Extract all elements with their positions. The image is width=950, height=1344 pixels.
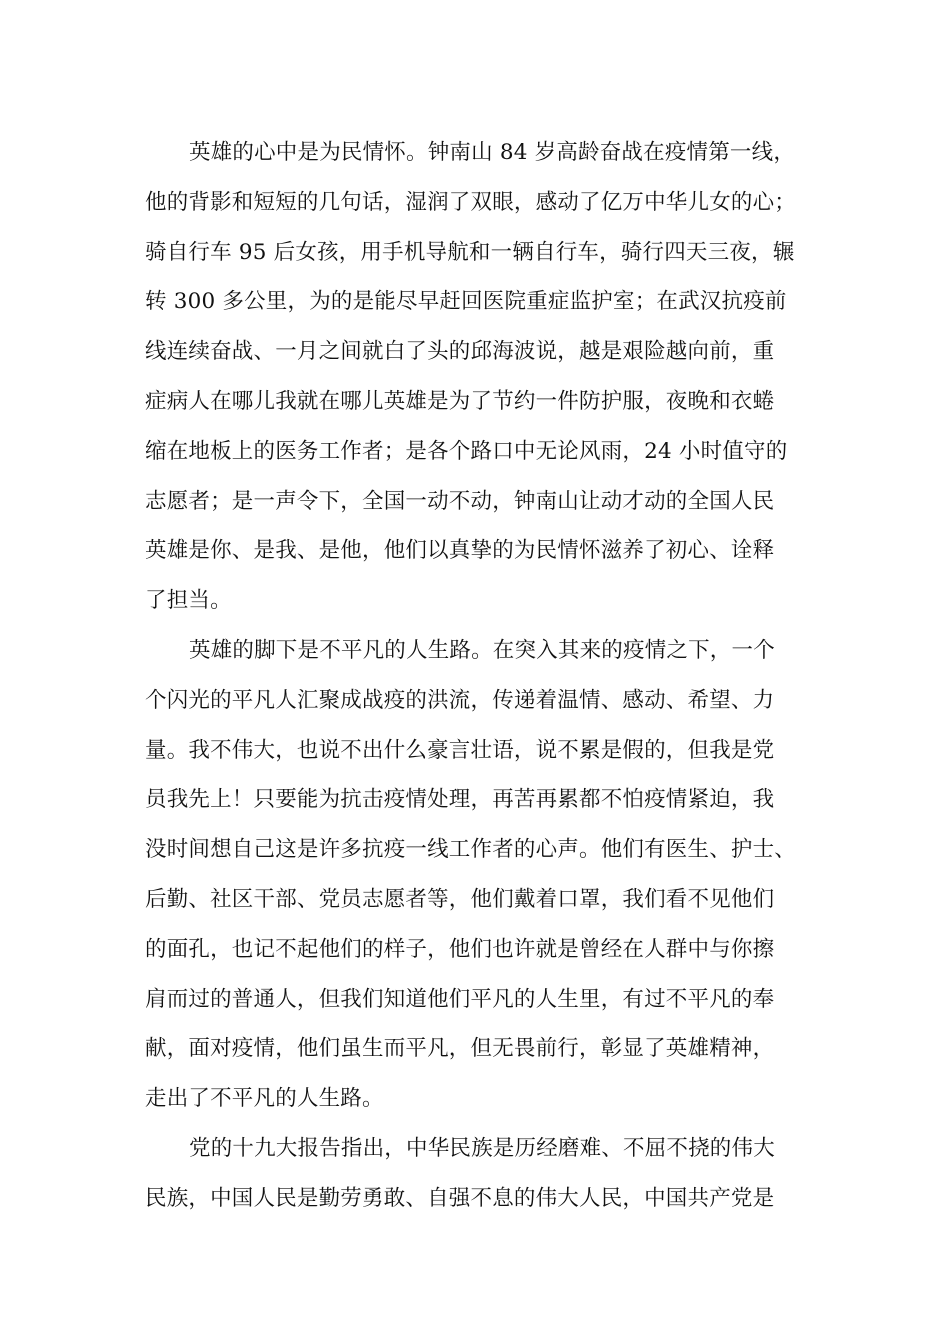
text-line: 个闪光的平凡人汇聚成战疫的洪流，传递着温情、感动、希望、力	[145, 687, 775, 713]
text-line: 骑自行车 95 后女孩，用手机导航和一辆自行车，骑行四天三夜，辗	[145, 239, 795, 265]
text-line: 英雄的脚下是不平凡的人生路。在突入其来的疫情之下，一个	[189, 637, 775, 663]
paragraph-heroic-heart	[145, 128, 811, 626]
text-line: 走出了不平凡的人生路。	[145, 1086, 384, 1112]
text-line: 了担当。	[145, 588, 232, 614]
text-line: 员我先上！只要能为抗击疫情处理，再苦再累都不怕疫情紧迫，我	[145, 787, 775, 813]
text-line: 志愿者；是一声令下，全国一动不动，钟南山让动才动的全国人民	[145, 488, 775, 514]
text-line: 转 300 多公里，为的是能尽早赶回医院重症监护室；在武汉抗疫前	[145, 289, 787, 315]
text-line: 症病人在哪儿我就在哪儿英雄是为了节约一件防护服，夜晚和衣蜷	[145, 388, 775, 414]
text-line: 民族，中国人民是勤劳勇敢、自强不息的伟大人民，中国共产党是	[145, 1185, 775, 1211]
text-line: 后勤、社区干部、党员志愿者等，他们戴着口罩，我们看不见他们	[145, 886, 775, 912]
text-line: 的面孔，也记不起他们的样子，他们也许就是曾经在人群中与你擦	[145, 936, 775, 962]
text-line: 他的背影和短短的几句话，湿润了双眼，感动了亿万中华儿女的心；	[145, 189, 797, 215]
text-line: 量。我不伟大，也说不出什么豪言壮语，说不累是假的，但我是党	[145, 737, 775, 763]
text-line: 英雄的心中是为民情怀。钟南山 84 岁高龄奋战在疫情第一线，	[189, 140, 796, 165]
paragraph-nineteenth-congress	[145, 1124, 811, 1224]
text-line: 线连续奋战、一月之间就白了头的邱海波说，越是艰险越向前，重	[145, 339, 775, 365]
text-line: 党的十九大报告指出，中华民族是历经磨难、不屈不挠的伟大	[189, 1135, 775, 1161]
text-line: 缩在地板上的医务工作者；是各个路口中无论风雨，24 小时值守的	[145, 438, 788, 464]
document-body	[145, 128, 811, 1224]
text-line: 英雄是你、是我、是他，他们以真挚的为民情怀滋养了初心、诠释	[145, 538, 775, 564]
text-line: 没时间想自己这是许多抗疫一线工作者的心声。他们有医生、护士、	[145, 837, 797, 863]
text-line: 献，面对疫情，他们虽生而平凡，但无畏前行，彰显了英雄精神，	[145, 1036, 775, 1062]
text-line: 肩而过的普通人，但我们知道他们平凡的人生里，有过不平凡的奉	[145, 986, 775, 1012]
paragraph-extraordinary-path	[145, 626, 811, 1124]
